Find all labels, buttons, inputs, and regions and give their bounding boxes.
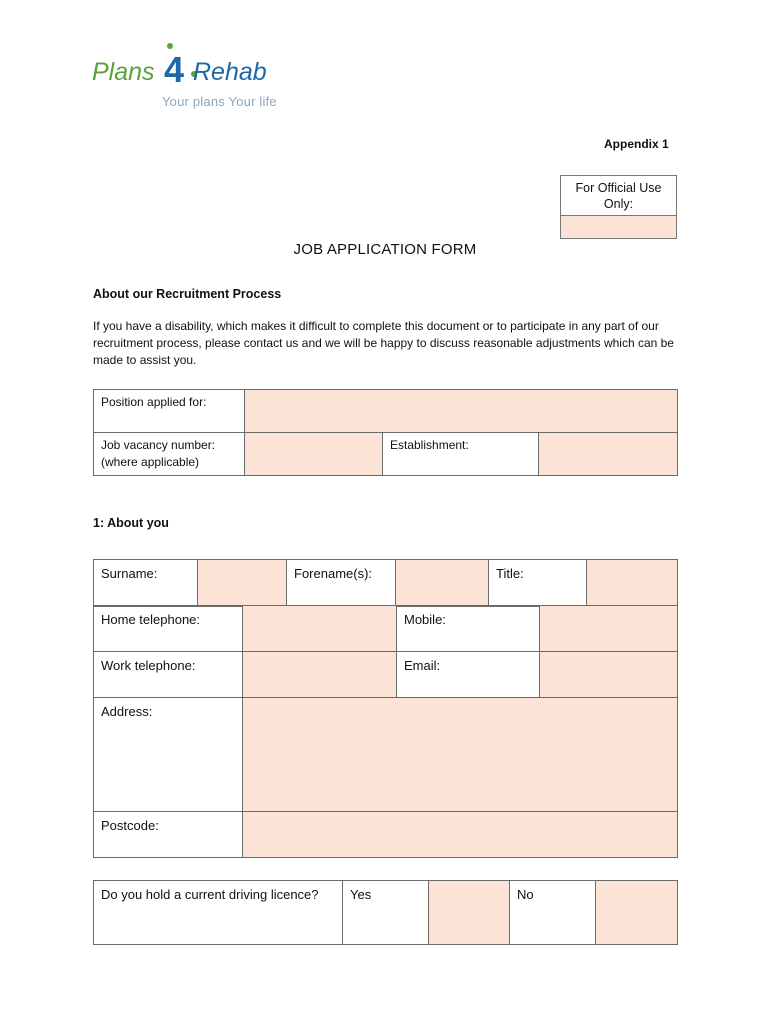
recruitment-heading: About our Recruitment Process	[93, 287, 282, 301]
address-field[interactable]	[243, 698, 678, 812]
logo-text-plans: Plans	[92, 58, 155, 86]
logo-tagline: Your plans Your life	[162, 94, 277, 109]
form-title: JOB APPLICATION FORM	[293, 241, 477, 258]
logo-text-rehab: Rehab	[193, 58, 267, 86]
vacancy-label-line2: (where applicable)	[101, 455, 200, 469]
logo-text-4: 4	[164, 49, 185, 90]
vacancy-label-line1: Job vacancy number:	[101, 438, 216, 452]
contact-table	[93, 605, 678, 858]
logo-dot-icon	[167, 43, 173, 49]
establishment-label: Establishment:	[383, 433, 539, 476]
plans4rehab-logo	[90, 40, 290, 95]
email-field[interactable]	[540, 652, 678, 698]
surname-field[interactable]	[198, 560, 287, 607]
postcode-field[interactable]	[243, 812, 678, 858]
driving-no-field[interactable]	[596, 881, 678, 945]
driving-yes-label: Yes	[343, 881, 429, 945]
position-table	[93, 389, 678, 476]
position-label: Position applied for:	[94, 390, 245, 433]
mobile-label: Mobile:	[397, 606, 540, 652]
surname-label: Surname:	[94, 560, 198, 607]
home-telephone-field[interactable]	[243, 606, 397, 652]
official-use-box	[560, 175, 677, 239]
postcode-label: Postcode:	[94, 812, 243, 858]
recruitment-paragraph: If you have a disability, which makes it difficult to complete this document or to participate in any part of our recruitment process, please contact us and we will be happy to discuss reasonable adjustments which can be made to assist you.	[93, 319, 674, 367]
driving-licence-question: Do you hold a current driving licence?	[94, 881, 343, 945]
work-telephone-label: Work telephone:	[94, 652, 243, 698]
vacancy-label	[94, 433, 245, 476]
official-use-field[interactable]	[561, 216, 676, 238]
forename-field[interactable]	[396, 560, 489, 607]
driving-licence-table	[93, 880, 678, 945]
section-1-heading: 1: About you	[93, 516, 169, 530]
home-telephone-label: Home telephone:	[94, 606, 243, 652]
driving-no-label: No	[510, 881, 596, 945]
email-label: Email:	[397, 652, 540, 698]
address-label: Address:	[94, 698, 243, 812]
vacancy-field[interactable]	[245, 433, 383, 476]
establishment-field[interactable]	[539, 433, 678, 476]
work-telephone-field[interactable]	[243, 652, 397, 698]
name-table	[93, 559, 678, 607]
title-field[interactable]	[587, 560, 678, 607]
appendix-label: Appendix 1	[604, 137, 669, 151]
forename-label: Forename(s):	[287, 560, 396, 607]
position-field[interactable]	[245, 390, 678, 433]
driving-yes-field[interactable]	[429, 881, 510, 945]
official-use-label: For Official Use Only:	[561, 176, 676, 216]
mobile-field[interactable]	[540, 606, 678, 652]
title-label: Title:	[489, 560, 587, 607]
